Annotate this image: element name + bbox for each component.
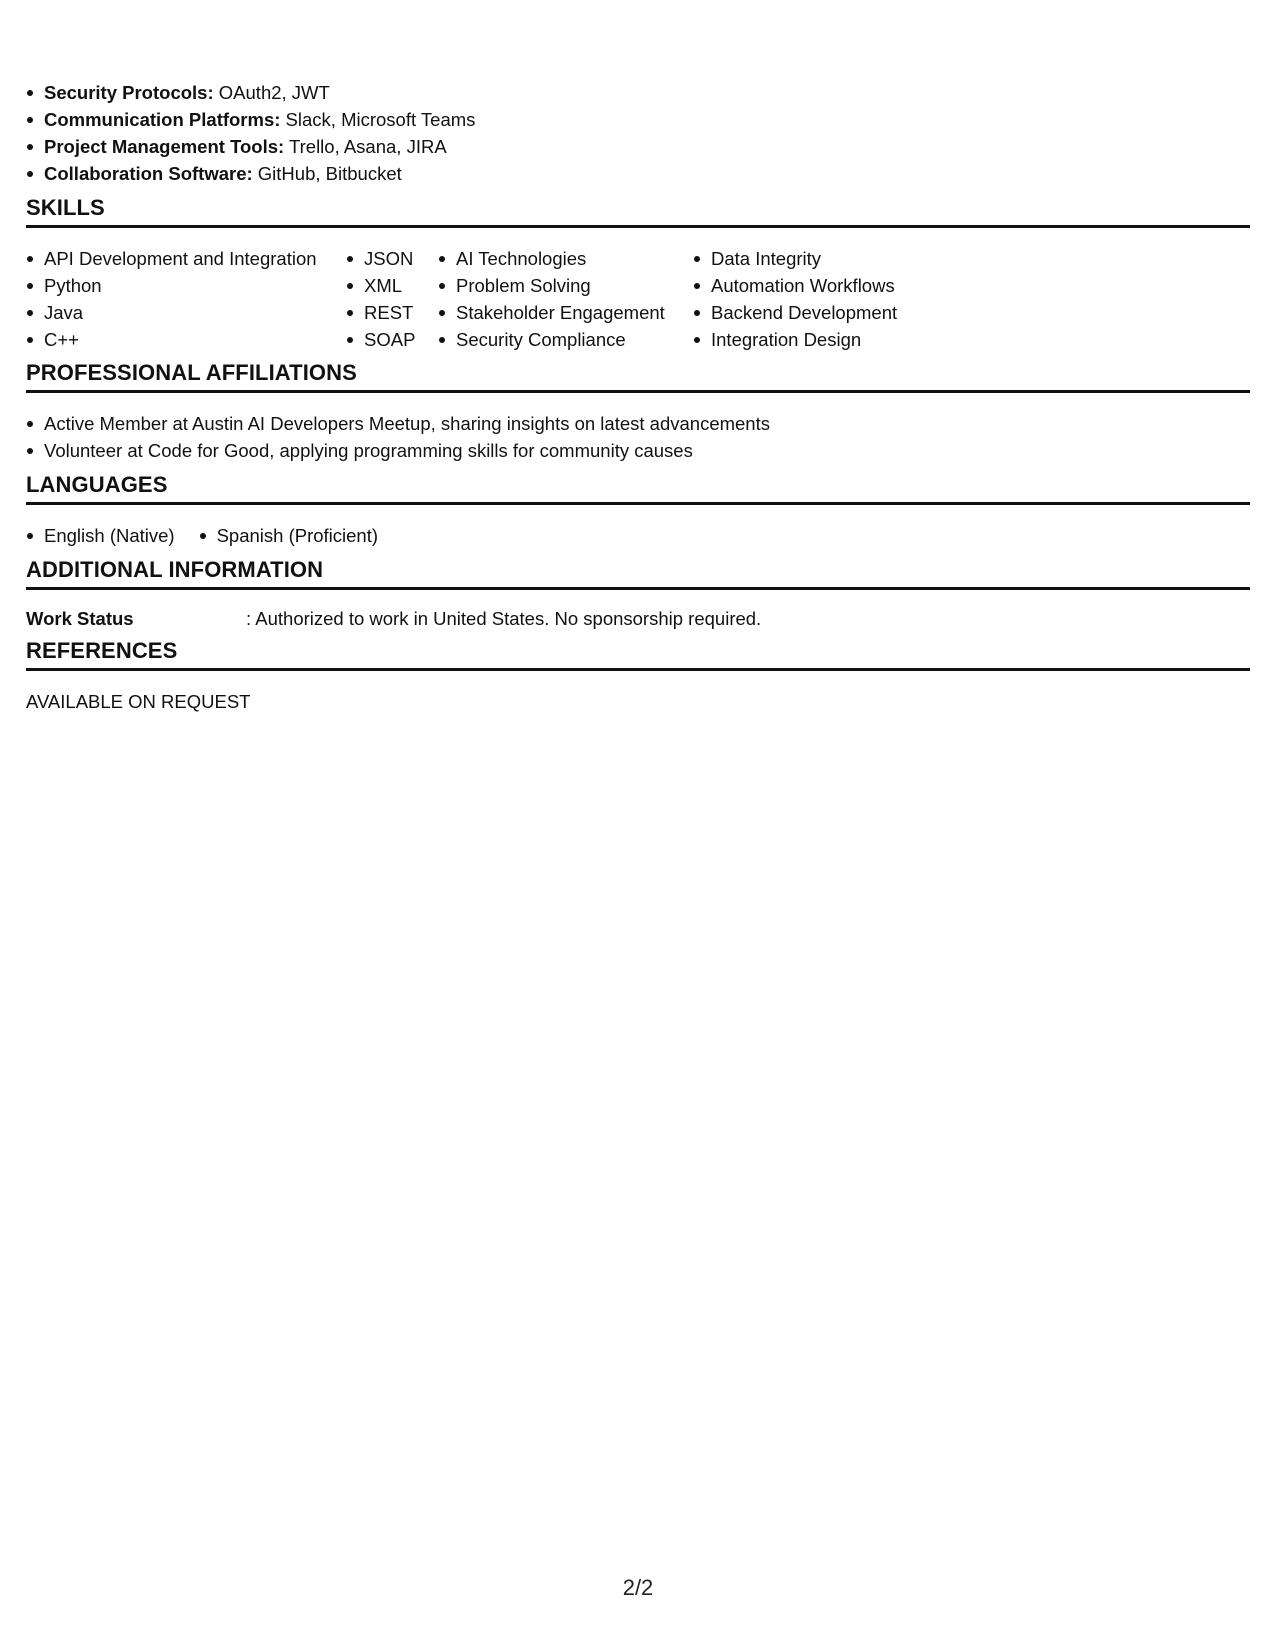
skills-grid	[26, 245, 953, 353]
work-status-label: Work Status	[26, 608, 134, 629]
skill-item: Problem Solving	[438, 272, 693, 299]
work-status-row	[26, 605, 761, 632]
skill-item: C++	[26, 326, 346, 353]
skill-item: Integration Design	[693, 326, 953, 353]
tools-item-value: Slack, Microsoft Teams	[280, 109, 476, 130]
languages-section-header	[26, 470, 1250, 505]
skills-heading: SKILLS	[26, 195, 105, 220]
skill-item: AI Technologies	[438, 245, 693, 272]
references-text: AVAILABLE ON REQUEST	[26, 691, 251, 712]
affiliations-list	[26, 410, 770, 464]
languages-list	[26, 522, 402, 549]
skills-column	[26, 245, 346, 353]
skill-item: Stakeholder Engagement	[438, 299, 693, 326]
tools-item-value: OAuth2, JWT	[213, 82, 330, 103]
tools-list	[26, 79, 475, 187]
skill-item: Backend Development	[693, 299, 953, 326]
skill-item: REST	[346, 299, 438, 326]
skill-item: XML	[346, 272, 438, 299]
affiliations-section-header	[26, 358, 1250, 393]
language-item: English (Native)	[26, 522, 175, 549]
work-status-value: : Authorized to work in United States. No sponsorship required.	[246, 608, 762, 629]
skill-item: Java	[26, 299, 346, 326]
tools-item	[26, 106, 475, 133]
skills-section-header	[26, 193, 1250, 228]
affiliation-item: Active Member at Austin AI Developers Meetup, sharing insights on latest advancements	[26, 410, 770, 437]
tools-item-label: Communication Platforms:	[44, 109, 281, 130]
tools-item-label: Collaboration Software:	[44, 163, 253, 184]
tools-item-label: Project Management Tools:	[44, 136, 285, 157]
tools-item-label: Security Protocols:	[44, 82, 214, 103]
page-number: 2/2	[622, 1575, 654, 1600]
references-heading: REFERENCES	[26, 638, 178, 663]
tools-item-value: Trello, Asana, JIRA	[284, 136, 447, 157]
tools-item	[26, 133, 475, 160]
skill-item: Python	[26, 272, 346, 299]
skills-column	[346, 245, 438, 353]
affiliation-item: Volunteer at Code for Good, applying programming skills for community causes	[26, 437, 770, 464]
skills-column	[438, 245, 693, 353]
languages-heading: LANGUAGES	[26, 472, 168, 497]
skill-item: Data Integrity	[693, 245, 953, 272]
additional-info-heading: ADDITIONAL INFORMATION	[26, 557, 324, 582]
references-section-header	[26, 636, 1250, 671]
skill-item: SOAP	[346, 326, 438, 353]
affiliations-heading: PROFESSIONAL AFFILIATIONS	[26, 360, 357, 385]
resume-page	[26, 0, 1250, 1650]
skills-column	[693, 245, 953, 353]
skill-item: JSON	[346, 245, 438, 272]
language-item: Spanish (Proficient)	[199, 522, 378, 549]
skill-item: Security Compliance	[438, 326, 693, 353]
additional-info-section-header	[26, 555, 1250, 590]
skill-item: API Development and Integration	[26, 245, 346, 272]
skill-item: Automation Workflows	[693, 272, 953, 299]
tools-item	[26, 160, 475, 187]
tools-item	[26, 79, 475, 106]
tools-item-value: GitHub, Bitbucket	[252, 163, 402, 184]
